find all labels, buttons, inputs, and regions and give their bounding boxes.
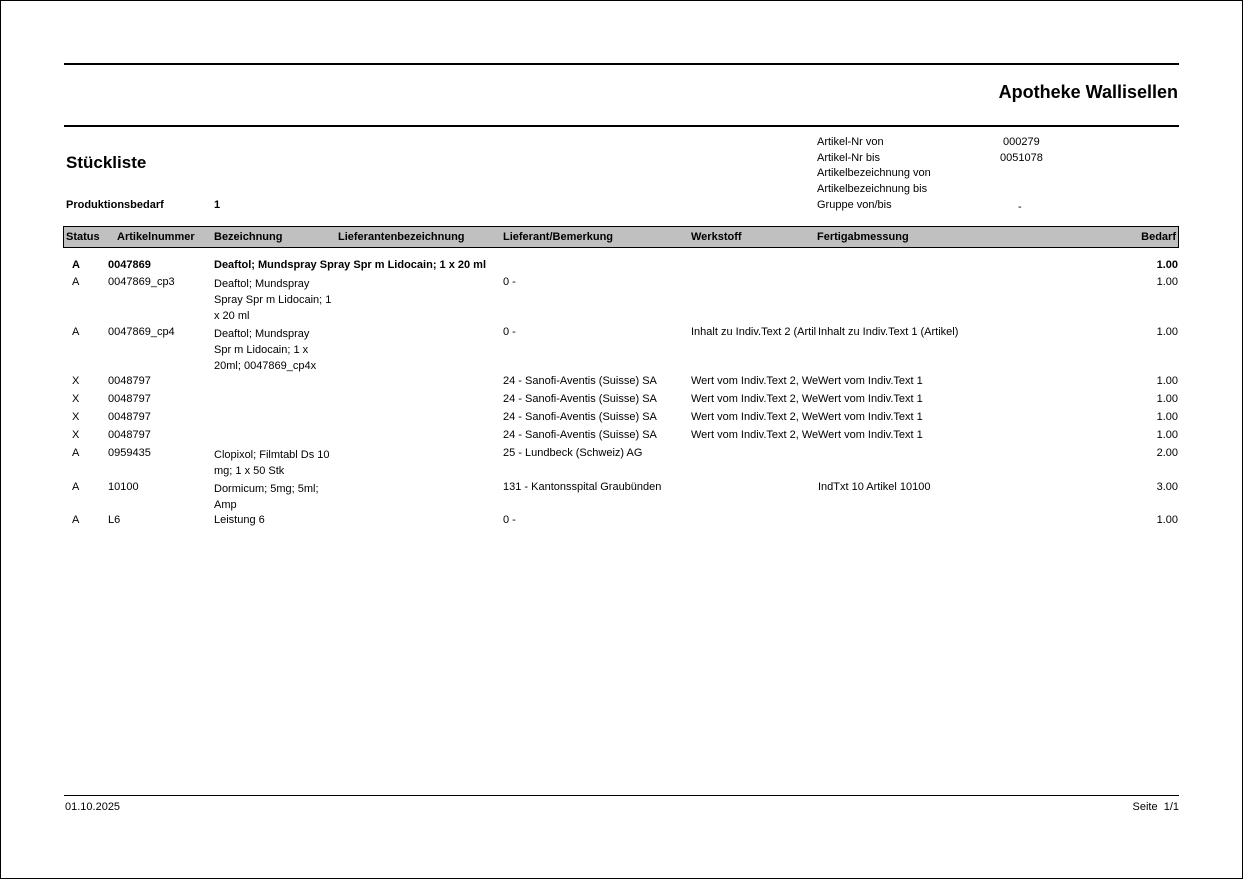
cell-lieferant: 24 - Sanofi-Aventis (Suisse) SA <box>503 393 657 405</box>
cell-bedarf: 1.00 <box>1156 326 1178 338</box>
cell-bedarf: 2.00 <box>1156 447 1178 459</box>
report-title: Stückliste <box>66 153 147 172</box>
cell-bezeichnung: Deaftol; Mundspray Spr m Lidocain; 1 x 20ml; 0047869_cp4x <box>214 328 317 372</box>
cell-bedarf: 1.00 <box>1156 393 1178 405</box>
cell-artikelnummer: 0959435 <box>108 447 151 459</box>
footer-date: 01.10.2025 <box>65 801 121 813</box>
page-label: Seite <box>1132 801 1158 813</box>
cell-lieferant: 0 - <box>503 326 516 338</box>
cell-artikelnummer: 0048797 <box>108 429 151 441</box>
col-bedarf-header: Bedarf <box>1141 231 1176 243</box>
col-status-header: Status <box>66 231 100 243</box>
top-rule <box>64 63 1179 65</box>
footer-page <box>1133 801 1180 813</box>
footer-rule <box>64 795 1179 796</box>
table-header <box>63 226 1179 248</box>
cell-status: A <box>72 326 80 338</box>
cell-artikelnummer: 0048797 <box>108 411 151 423</box>
cell-bezeichnung: Dormicum; 5mg; 5ml; Amp <box>214 483 319 511</box>
filter-label: Artikelbezeichnung bis <box>817 183 928 195</box>
cell-bedarf: 1.00 <box>1156 375 1178 387</box>
col-fertigabmessung-header: Fertigabmessung <box>817 231 909 243</box>
page-number: 1/1 <box>1163 801 1179 813</box>
cell-fertigabmessung: Wert vom Indiv.Text 1 <box>818 429 923 441</box>
cell-artikelnummer: 0048797 <box>108 393 151 405</box>
cell-lieferant: 24 - Sanofi-Aventis (Suisse) SA <box>503 375 657 387</box>
cell-artikelnummer: 0047869 <box>108 259 151 271</box>
cell-status: A <box>72 259 80 271</box>
cell-werkstoff: Wert vom Indiv.Text 2, We <box>691 375 819 387</box>
col-lieferant-header: Lieferant/Bemerkung <box>503 231 614 243</box>
cell-lieferant: 24 - Sanofi-Aventis (Suisse) SA <box>503 429 657 441</box>
cell-status: X <box>72 375 80 387</box>
cell-lieferant: 24 - Sanofi-Aventis (Suisse) SA <box>503 411 657 423</box>
cell-status: X <box>72 429 80 441</box>
header-rule <box>64 125 1179 127</box>
cell-artikelnummer: 10100 <box>108 481 139 493</box>
cell-lieferant: 131 - Kantonsspital Graubünden <box>503 481 662 493</box>
cell-fertigabmessung: Inhalt zu Indiv.Text 1 (Artikel) <box>818 326 959 338</box>
filter-label: Artikel-Nr bis <box>817 152 880 164</box>
cell-bezeichnung: Deaftol; Mundspray Spray Spr m Lidocain; 1 x 20 ml <box>214 278 332 322</box>
cell-artikelnummer: 0047869_cp4 <box>108 326 175 338</box>
filter-label: Artikel-Nr von <box>817 136 884 148</box>
cell-status: A <box>72 447 80 459</box>
cell-lieferant: 25 - Lundbeck (Schweiz) AG <box>503 447 643 459</box>
cell-fertigabmessung: IndTxt 10 Artikel 10100 <box>818 481 931 493</box>
filter-value: 0051078 <box>1000 152 1043 164</box>
cell-fertigabmessung: Wert vom Indiv.Text 1 <box>818 411 923 423</box>
cell-bedarf: 1.00 <box>1156 276 1178 288</box>
cell-bedarf: 1.00 <box>1156 514 1178 526</box>
filter-label: Artikelbezeichnung von <box>817 167 931 179</box>
production-label: Produktionsbedarf <box>66 199 164 211</box>
cell-werkstoff: Wert vom Indiv.Text 2, We <box>691 429 819 441</box>
col-artikelnummer-header: Artikelnummer <box>117 231 195 243</box>
cell-bezeichnung: Clopixol; Filmtabl Ds 10 mg; 1 x 50 Stk <box>214 449 330 477</box>
filter-value: - <box>1018 201 1022 213</box>
cell-bezeichnung: Deaftol; Mundspray Spray Spr m Lidocain; 1 x 20 ml <box>214 259 487 271</box>
cell-werkstoff: Wert vom Indiv.Text 2, We <box>691 393 819 405</box>
cell-lieferant: 0 - <box>503 514 516 526</box>
cell-artikelnummer: 0048797 <box>108 375 151 387</box>
cell-bedarf: 1.00 <box>1156 429 1178 441</box>
filter-label: Gruppe von/bis <box>817 199 892 211</box>
cell-werkstoff: Wert vom Indiv.Text 2, We <box>691 411 819 423</box>
company-name: Apotheke Wallisellen <box>998 82 1178 102</box>
col-bezeichnung-header: Bezeichnung <box>214 231 283 243</box>
cell-werkstoff: Inhalt zu Indiv.Text 2 (Artil <box>691 326 817 338</box>
cell-bedarf: 1.00 <box>1156 259 1178 271</box>
filter-value: 000279 <box>1003 136 1040 148</box>
cell-artikelnummer: 0047869_cp3 <box>108 276 175 288</box>
cell-artikelnummer: L6 <box>108 514 121 526</box>
col-werkstoff-header: Werkstoff <box>691 231 742 243</box>
cell-lieferant: 0 - <box>503 276 516 288</box>
cell-status: A <box>72 276 80 288</box>
cell-fertigabmessung: Wert vom Indiv.Text 1 <box>818 375 923 387</box>
cell-bedarf: 3.00 <box>1156 481 1178 493</box>
col-lieferantenbezeichnung-header: Lieferantenbezeichnung <box>338 231 465 243</box>
cell-status: A <box>72 481 80 493</box>
cell-status: X <box>72 411 80 423</box>
production-value: 1 <box>214 199 221 211</box>
cell-bezeichnung: Leistung 6 <box>214 514 265 526</box>
cell-bedarf: 1.00 <box>1156 411 1178 423</box>
cell-status: X <box>72 393 80 405</box>
cell-fertigabmessung: Wert vom Indiv.Text 1 <box>818 393 923 405</box>
cell-status: A <box>72 514 80 526</box>
